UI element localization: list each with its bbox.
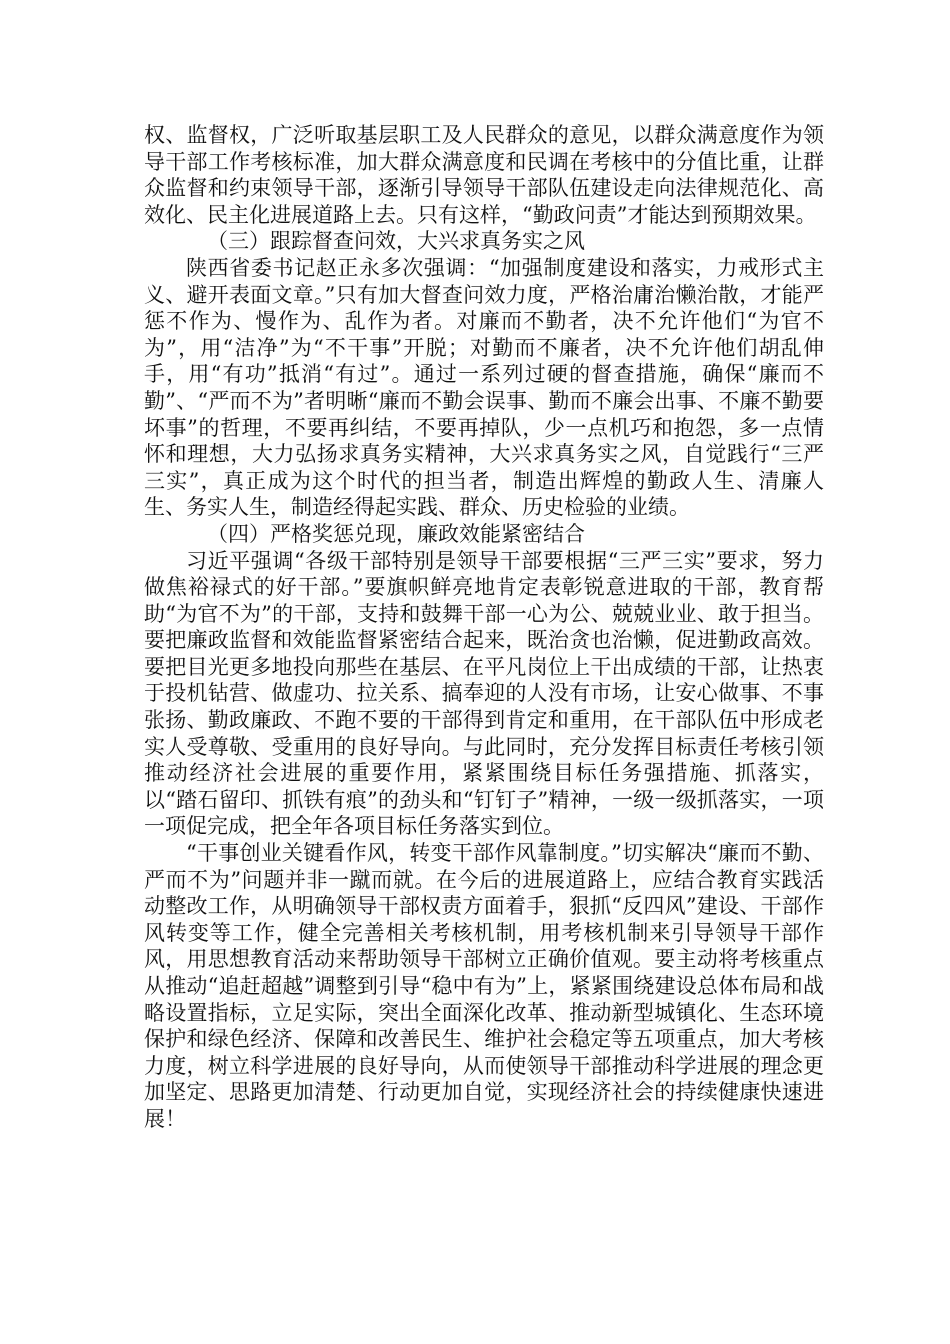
document-body: [144, 122, 824, 1133]
paragraph-continued: 权、监督权，广泛听取基层职工及人民群众的意见，以群众满意度作为领导干部工作考核标准，加大群众满意度和民调在考核中的分值比重，让群众监督和约束领导干部，逐渐引导领导干部队伍建设走向法律规范化、高效化、民主化进展道路上去。只有这样，“勤政问责”才能达到预期效果。: [144, 123, 824, 227]
paragraph-supervision: 陕西省委书记赵正永多次强调：“加强制度建设和落实，力戒形式主义、避开表面文章。”只有加大督查问效力度，严格治庸治懒治散，才能严惩不作为、慢作为、乱作为者。对廉而不勤者，决不允许他们“为官不为”，用“洁净”为“不干事”开脱；对勤而不廉者，决不允许他们胡乱伸手，用“有功”抵消“有过”。通过一系列过硬的督查措施，确保“廉而不勤”、“严而不为”者明晰“廉而不勤会误事、勤而不廉会出事、不廉不勤要坏事”的哲理，不要再纠结，不要再掉队，少一点机巧和抱怨，多一点情怀和理想，大力弘扬求真务实精神，大兴求真务实之风，自觉践行“三严三实”，真正成为这个时代的担当者，制造出辉煌的勤政人生、清廉人生、务实人生，制造经得起实践、群众、历史检验的业绩。: [144, 255, 824, 520]
paragraph-conclusion: “干事创业关键看作风，转变干部作风靠制度。”切实解决“廉而不勤、严而不为”问题并非一蹴而就。在今后的进展道路上，应结合教育实践活动整改工作，从明确领导干部权责方面着手，狠抓“反四风”建设、干部作风转变等工作，健全完善相关考核机制，用考核机制来引导领导干部作风，用思想教育活动来帮助领导干部树立正确价值观。要主动将考核重点从推动“追赶超越”调整到引导“稳中有为”上，紧紧围绕建设总体布局和战略设置指标，立足实际，突出全面深化改革、推动新型城镇化、生态环境保护和绿色经济、保障和改善民生、维护社会稳定等五项重点，加大考核力度，树立科学进展的良好导向，从而使领导干部推动科学进展的理念更加坚定、思路更加清楚、行动更加自觉，实现经济社会的持续健康快速进展！: [144, 841, 824, 1131]
section-heading-four: （四）严格奖惩兑现，廉政效能紧密结合: [207, 521, 585, 546]
section-heading-three: （三）跟踪督查问效，大兴求真务实之风: [207, 229, 585, 254]
paragraph-rewards: 习近平强调“各级干部特别是领导干部要根据“三严三实”要求，努力做焦裕禄式的好干部。”要旗帜鲜亮地肯定表彰锐意进取的干部，教育帮助“为官不为”的干部，支持和鼓舞干部一心为公、兢兢业业、敢于担当。要把廉政监督和效能监督紧密结合起来，既治贪也治懒，促进勤政高效。要把目光更多地投向那些在基层、在平凡岗位上干出成绩的干部，让热衷于投机钻营、做虚功、拉关系、搞奉迎的人没有市场，让安心做事、不事张扬、勤政廉政、不跑不要的干部得到肯定和重用，在干部队伍中形成老实人受尊敬、受重用的良好导向。与此同时，充分发挥目标责任考核引领推动经济社会进展的重要作用，紧紧围绕目标任务强措施、抓落实，以“踏石留印、抓铁有痕”的劲头和“钉钉子”精神，一级一级抓落实，一项一项促完成，把全年各项目标任务落实到位。: [144, 548, 824, 839]
